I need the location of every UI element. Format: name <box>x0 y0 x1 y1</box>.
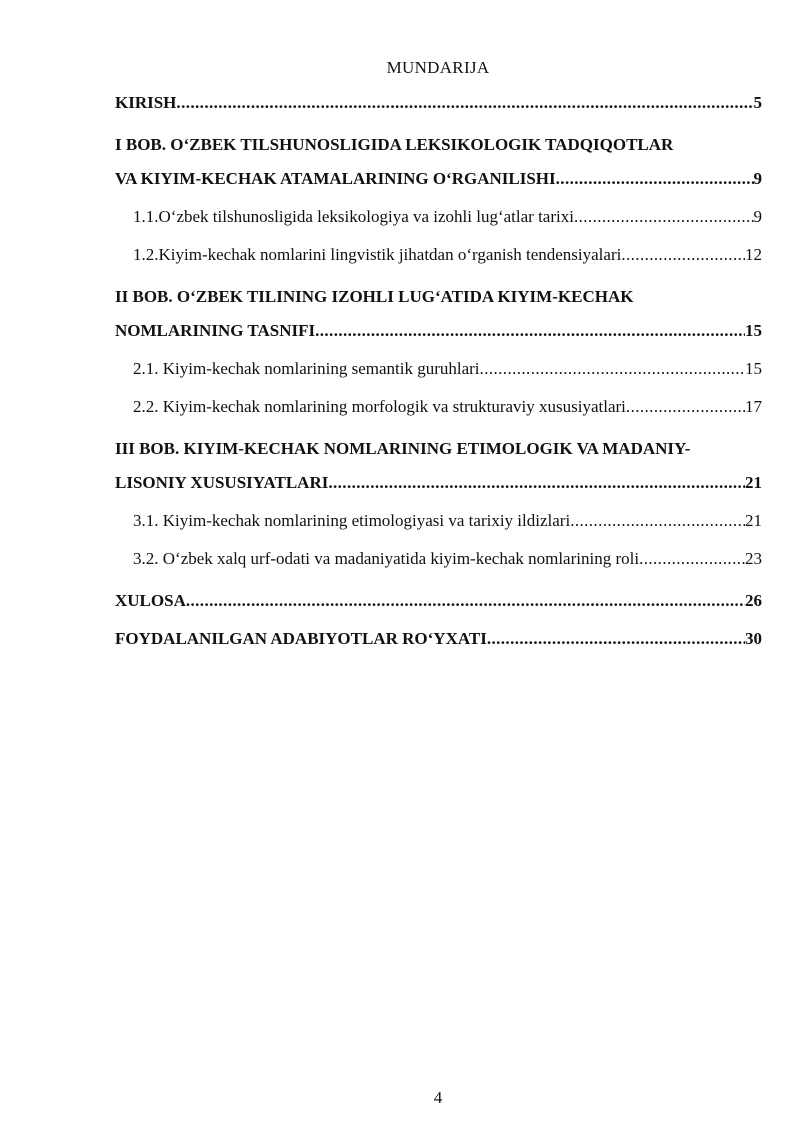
toc-label: VA KIYIM-KECHAK ATAMALARINING O‘RGANILISHI ..... <box>115 164 754 194</box>
toc-section-number: 1.1. <box>133 207 159 226</box>
toc-label: 2.2. Kiyim-kechak nomlarining morfologik va strukturaviy xususiyatlari ..... <box>133 392 745 422</box>
toc-entry-references <box>115 624 762 654</box>
toc-entry-kirish <box>115 88 762 118</box>
toc-page-number: 30 <box>745 629 762 648</box>
toc-entry-section-2-2 <box>115 392 762 422</box>
toc-entry-section-2-1 <box>115 354 762 384</box>
toc-entry-section-1-1 <box>115 202 762 232</box>
toc-label-line1: I BOB. O‘ZBEK TILSHUNOSLIGIDA LEKSIKOLOGIK TADQIQOTLAR <box>115 135 674 154</box>
toc-label: Kiyim-kechak nomlarini lingvistik jihatdan o‘rganish tendensiyalari ..... <box>159 240 746 270</box>
toc-label: O‘zbek tilshunosligida leksikologiya va izohli lug‘atlar tarixi ..... <box>159 202 754 232</box>
toc-label: KIRISH ..... <box>115 88 754 118</box>
toc-label: FOYDALANILGAN ADABIYOTLAR RO‘YXATI ..... <box>115 624 745 654</box>
toc-entry-section-3-1 <box>115 506 762 536</box>
toc-page-number: 21 <box>745 473 762 492</box>
document-title: MUNDARIJA <box>386 58 490 77</box>
toc-section-number: 1.2. <box>133 245 159 264</box>
toc-page-number: 21 <box>745 511 762 530</box>
toc-page-number: 23 <box>745 549 762 568</box>
toc-entry-xulosa <box>115 586 762 616</box>
toc-label-line1: III BOB. KIYIM-KECHAK NOMLARINING ETIMOLOGIK VA MADANIY- <box>115 439 691 458</box>
toc-page-number: 9 <box>753 207 762 226</box>
toc-page-number: 26 <box>745 591 762 610</box>
page-number: 4 <box>433 1088 443 1107</box>
toc-label: LISONIY XUSUSIYATLARI ..... <box>115 468 745 498</box>
toc-entry-section-3-2 <box>115 544 762 574</box>
toc-page-number: 9 <box>753 169 762 188</box>
toc-page-number: 5 <box>753 93 762 112</box>
table-of-contents <box>115 88 762 654</box>
toc-page-number: 17 <box>745 397 762 416</box>
toc-entry-section-1-2 <box>115 240 762 270</box>
toc-entry-chapter-3 <box>115 434 762 498</box>
toc-page-number: 15 <box>745 359 762 378</box>
toc-label: NOMLARINING TASNIFI ..... <box>115 316 745 346</box>
toc-label: 3.1. Kiyim-kechak nomlarining etimologiyasi va tarixiy ildizlari ..... <box>133 506 745 536</box>
toc-entry-chapter-2 <box>115 282 762 346</box>
toc-page-number: 15 <box>745 321 762 340</box>
toc-label-line1: II BOB. O‘ZBEK TILINING IZOHLI LUG‘ATIDA KIYIM-KECHAK <box>115 287 634 306</box>
toc-label: XULOSA ..... <box>115 586 745 616</box>
toc-label: 3.2. O‘zbek xalq urf-odati va madaniyatida kiyim-kechak nomlarining roli ..... <box>133 544 745 574</box>
toc-entry-chapter-1 <box>115 130 762 194</box>
toc-page-number: 12 <box>745 245 762 264</box>
toc-label: 2.1. Kiyim-kechak nomlarining semantik guruhlari ..... <box>133 354 745 384</box>
